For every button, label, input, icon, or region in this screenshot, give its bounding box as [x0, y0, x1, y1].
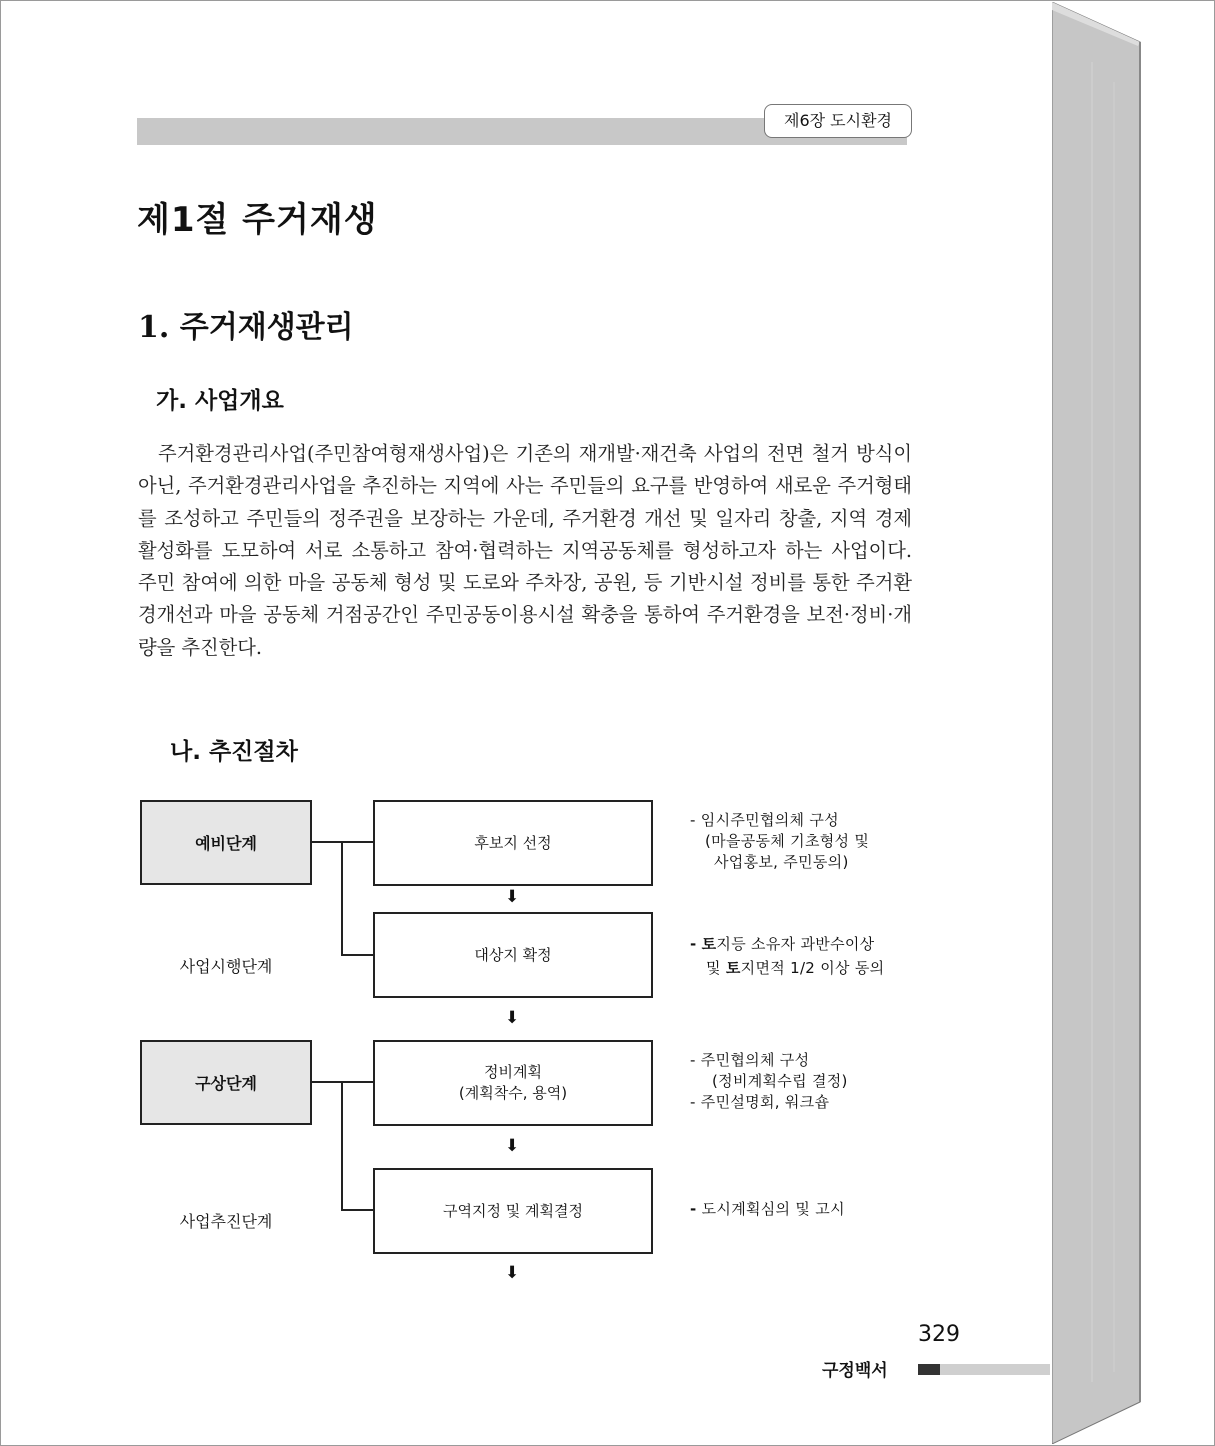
section-title: 제1절 주거재생: [137, 200, 378, 240]
step-label: 정비계획: [484, 1063, 542, 1081]
phase-label-implementation: 사업시행단계: [179, 957, 273, 976]
phase-label-promotion: 사업추진단계: [179, 1212, 273, 1231]
connector-line: [342, 1082, 373, 1210]
step-label: 후보지 선정: [474, 833, 552, 852]
step-sublabel: (계획착수, 용역): [458, 1084, 568, 1102]
heading-overview: 가. 사업개요: [156, 388, 284, 414]
stage-box-preliminary: 예비단계: [140, 800, 312, 885]
footer-bar-accent: [918, 1364, 940, 1375]
down-arrow-icon: ⬇: [505, 1263, 520, 1283]
step-box-zone-designation: [373, 1168, 653, 1254]
stage-box-concept: 구상단계: [140, 1040, 312, 1125]
down-arrow-icon: ⬇: [505, 887, 520, 907]
connector-line: [342, 842, 373, 955]
book-title: 구정백서: [822, 1361, 888, 1381]
overview-paragraph: 주거환경관리사업(주민참여형재생사업)은 기존의 재개발·재건축 사업의 전면 철거 방식이 아닌, 주거환경관리사업을 추진하는 지역에 사는 주민들의 요구를 반영하여 새로운 주거형태를 조성하고 주민들의 정주권을 보장하는 가운데, 주거환경 개선 및 일자리 창출, 지역 경제 활성화를 도모하여 서로 소통하고 참여·협력하는 지역공동체를 형성하고자 하는 사업이다. 주민 참여에 의한 마을 공동체 형성 및 도로와 주차장, 공원, 등 기반시설 정비를 통한 주거환경개선과 마을 공동체 거점공간인 주민공동이용시설 확충을 통하여 주거환경을 보전·정비·개량을 추진한다.: [138, 442, 912, 659]
down-arrow-icon: ⬇: [505, 1136, 520, 1156]
down-arrow-icon: ⬇: [505, 1008, 520, 1028]
step-label: 구역지정 및 계획결정: [443, 1201, 583, 1220]
step-box-site-confirmation: [373, 912, 653, 998]
step-box-maintenance-plan: [373, 1040, 653, 1126]
note-site-confirmation: - 토지등 소유자 과반수이상 및 토지면적 1/2 이상 동의: [690, 935, 885, 977]
note-candidate-selection: - 임시주민협의체 구성 (마을공동체 기초형성 및 사업홍보, 주민동의): [690, 811, 870, 871]
note-zone-designation: - 도시계획심의 및 고시: [690, 1200, 845, 1218]
heading-procedure: 나. 추진절차: [170, 739, 298, 765]
step-label: 대상지 확정: [474, 945, 552, 964]
note-maintenance-plan: - 주민협의체 구성 (정비계획수립 결정) - 주민설명회, 워크숍: [690, 1051, 848, 1111]
chapter-tab: 제6장 도시환경: [764, 104, 912, 138]
page-number: 329: [918, 1322, 960, 1347]
subsection-title: 1. 주거재생관리: [138, 310, 354, 345]
step-box-candidate-selection: [373, 800, 653, 886]
